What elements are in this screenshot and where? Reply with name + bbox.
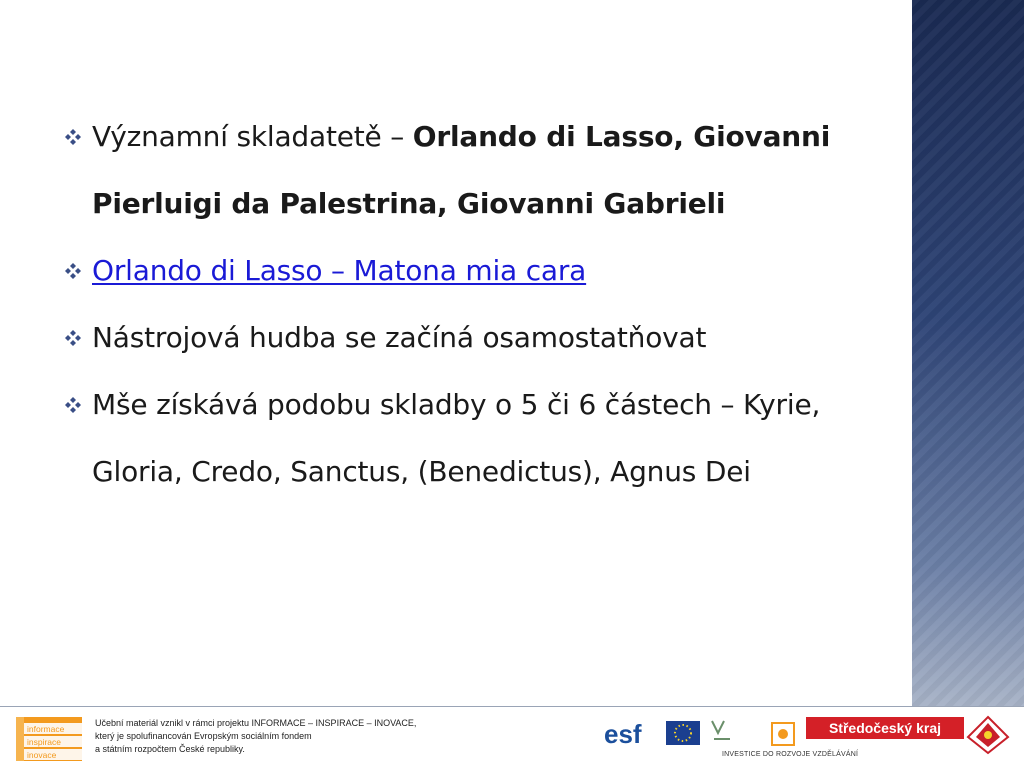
informace-inspirace-inovace-logo xyxy=(16,717,82,761)
bullet-list xyxy=(62,103,892,505)
esf-logo-text: esf xyxy=(604,719,642,749)
footer-project-text xyxy=(95,717,416,756)
diamond-bullet-icon xyxy=(64,128,82,146)
footer-text-line: Učební materiál vznikl v rámci projektu INFORMACE – INSPIRACE – INOVACE, xyxy=(95,718,417,728)
bullet-item-instrumental xyxy=(62,304,892,371)
footer-text-line: a státním rozpočtem České republiky. xyxy=(95,744,245,754)
eu-partner-logos xyxy=(602,715,802,751)
logo-line-1: informace xyxy=(27,724,65,734)
bullet-bold-text: Orlando di Lasso, Giovanni Pierluigi da Palestrina, Giovanni Gabrieli xyxy=(92,120,831,220)
msmt-logo-icon xyxy=(712,721,730,739)
bullet-item-link xyxy=(62,237,892,304)
stredocesky-kraj-logo: Středočeský kraj xyxy=(806,717,964,739)
footer-bar xyxy=(0,706,1024,769)
bullet-text: Mše získává podobu skladby o 5 či 6 částech – Kyrie, Gloria, Credo, Sanctus, (Benedictus), Agnus Dei xyxy=(92,388,821,488)
bullet-text: Významní skladatetě – xyxy=(92,120,413,153)
diamond-bullet-icon xyxy=(64,262,82,280)
bullet-item-mass xyxy=(62,371,892,505)
logo-line-3: inovace xyxy=(27,750,57,760)
bullet-text: Nástrojová hudba se začíná osamostatňovat xyxy=(92,321,707,354)
footer-text-line: který je spolufinancován Evropským sociálním fondem xyxy=(95,731,312,741)
diamond-bullet-icon xyxy=(64,396,82,414)
diamond-bullet-icon xyxy=(64,329,82,347)
logo-line-2: inspirace xyxy=(27,737,62,747)
jesenice-emblem-icon xyxy=(966,715,1010,755)
matona-mia-cara-link[interactable]: Orlando di Lasso – Matona mia cara xyxy=(92,254,587,287)
investice-label: INVESTICE DO ROZVOJE VZDĚLÁVÁNÍ xyxy=(722,751,859,758)
bullet-item-composers xyxy=(62,103,892,237)
decorative-side-band xyxy=(912,0,1024,706)
